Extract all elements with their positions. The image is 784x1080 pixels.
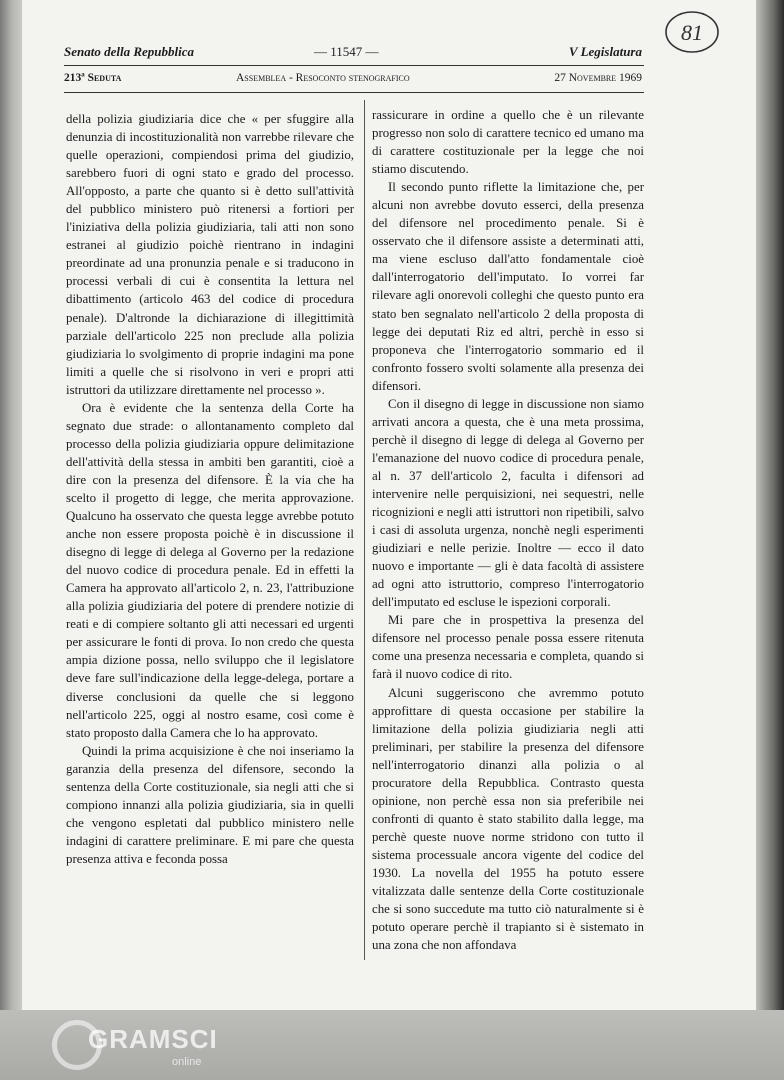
session-number: 213ª Seduta — [64, 72, 122, 84]
session-header — [64, 72, 642, 90]
stamp-number: 81 — [681, 20, 703, 45]
paragraph: rassicurare in ordine a quello che è un rilevante progresso non solo di carattere tecnico ed umano ma di carattere costituzionale per la legge che noi stiamo discutendo. — [372, 108, 644, 177]
gramsci-watermark-logo — [52, 1018, 232, 1074]
paragraph: Alcuni suggeriscono che avremmo potuto approfittare di questa occasione per stabilire la limitazione della polizia giudiziaria negli atti preliminari, per stabilire la presenza del difensore nell'interrogatorio dinanzi alla polizia o al procuratore della Repubblica. Contrasto questa opinione, non perchè essa non sia preferibile nei confronti di quanto è stato stabilito dalla legge, ma perchè queste nuove norme stridono con tutto il sistema processuale ancora vigente del codice del 1930. La novella del 1955 ha potuto essere vitalizzata dalle sentenze della Corte costituzionale che si sono succedute ma tutto ciò naturalmente si è potuto operare perchè il trapianto si è sistemato in una zona che non affondava — [372, 685, 644, 953]
session-date: 27 Novembre 1969 — [554, 72, 642, 84]
paragraph: Con il disegno di legge in discussione non siamo arrivati ancora a questa, che è una meta prossima, perchè il disegno di legge di delega al Governo per l'emanazione del nuovo codice di procedura penale, al n. 37 dell'articolo 2, faculta i difensori ad intervenire nelle perquisizioni, nei sequestri, nelle ricognizioni e negli atti istruttori non ripetibili, salvo i casi di assoluta urgenza, nonchè negli esperimenti giudiziari e nelle perizie. Inoltre — ecco il dato nuovo e importante — gli è data facoltà di assistere ad ogni atto istruttorio, compreso l'interrogatorio dell'imputato ed escluse le ispezioni corporali. — [372, 396, 644, 610]
paragraph: Quindi la prima acquisizione è che noi inseriamo la garanzia della presenza del difensore, secondo la sentenza della Corte costituzionale, sia negli atti che si compiono innanzi alla polizia giudiziaria, sia in quelli che vengono espletati dal pubblico ministero nelle indagini di carattere preliminare. E mi pare che questa presenza attiva e feconda possa — [66, 743, 354, 866]
watermark-sub: online — [172, 1056, 202, 1068]
paragraph: Ora è evidente che la sentenza della Corte ha segnato due strade: o allontanamento completo dal processo della polizia giudiziaria oppure delimitazione dell'attività della stessa in ambiti ben garantiti, cioè a dire con la presenza del difensore. È la via che ha scelto il progetto di legge, che merita approvazione. Qualcuno ha osservato che questa legge avrebbe potuto anche non essere proposta poichè è in discussione il disegno di legge di delega al Governo per la redazione del nuovo codice di procedura penale. Ed in effetti la Camera ha approvato all'articolo 2, n. 23, l'attribuzione alla polizia giudiziaria del potere di prendere notizie di reati e di compiere soltanto gli atti necessari ed urgenti per assicurare le fonti di prova. Io non credo che questa ampia dizione possa, nello sviluppo che il legislatore deve fare sull'indicazione della legge-delega, portare a diverse conclusioni da quelle che si leggono nell'articolo 225, oggi al nostro esame, così come è stato proposto dalla Camera che lo ha approvato. — [66, 400, 354, 740]
text-column-left — [66, 110, 354, 868]
paragraph: Mi pare che in prospettiva la presenza del difensore nel processo penale possa essere ritenuta come una presenza necessaria e completa, quando si farà il nuovo codice di rito. — [372, 613, 644, 682]
assembly-title: Assemblea - Resoconto stenografico — [236, 72, 410, 84]
running-header — [64, 44, 642, 64]
column-divider — [364, 100, 365, 960]
paragraph: Il secondo punto riflette la limitazione che, per alcuni non avrebbe dovuto esserci, della presenza del difensore nel procedimento penale. Si è osservato che il difensore assiste a determinati atti, ma viene escluso dall'atto fondamentale cioè dall'interrogatorio dell'imputato. Io vorrei far rilevare agli onorevoli colleghi che questo punto era stato ben segnalato nell'articolo 2 della proposta di legge dei deputati Riz ed altri, perchè in esso si proponeva che l'interrogatorio sommario ed il confronto fossero svolti solamente alla presenza dei difensori. — [372, 180, 644, 393]
publication-name: Senato della Repubblica — [64, 44, 194, 59]
legislature: V Legislatura — [568, 44, 642, 59]
page-number: — 11547 — — [314, 44, 379, 59]
scan-edge-right — [754, 0, 784, 1080]
text-column-right — [372, 106, 644, 954]
header-rule-lower — [64, 92, 644, 93]
header-rule — [64, 65, 644, 66]
stamp-circle-icon — [662, 8, 722, 56]
watermark-brand: GRAMSCI — [88, 1024, 218, 1054]
archive-stamp — [662, 8, 722, 56]
paragraph: della polizia giudiziaria dice che « per sfuggire alla denunzia di incostituzionalità non varrebbe rilevare che quelle operazioni, compiendosi prima del giudizio, sarebbero fuori di ogni stato e grado del processo. All'opposto, a parte che quanto si è detto sull'attività del pubblico ministero può ritenersi a fortiori per l'iniziativa della polizia giudiziaria, tali atti non sono estranei al giudizio poichè rientrano in indagini preordinate ad una pronunzia penale e si traducono in processi verbali di cui è consentita la lettura nel dibattimento (articolo 463 del codice di procedura penale). D'altronde la dichiarazione di illegittimità parziale dell'articolo 225 non preclude alla polizia giudiziaria lo svolgimento di proprie indagini ma pone limiti a quelle che si risolvono in veri e propri atti istruttori da utilizzare direttamente nel processo ». — [66, 112, 354, 397]
